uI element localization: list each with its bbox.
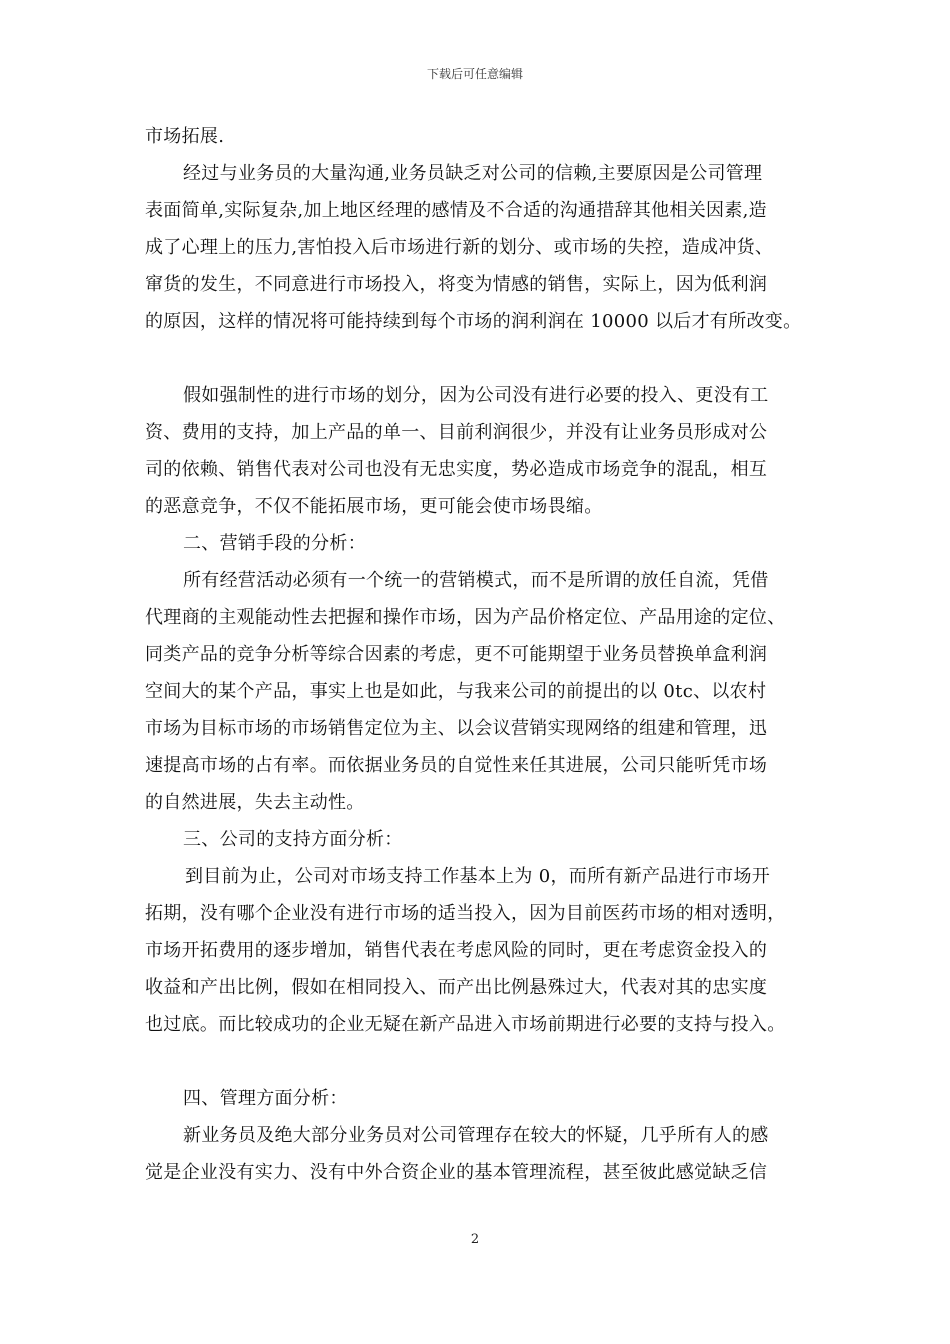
- paragraph-line: 代理商的主观能动性去把握和操作市场，因为产品价格定位、产品用途的定位、: [145, 607, 786, 628]
- paragraph-line: 市场开拓费用的逐步增加，销售代表在考虑风险的同时，更在考虑资金投入的: [145, 940, 768, 961]
- paragraph-line: 觉是企业没有实力、没有中外合资企业的基本管理流程，甚至彼此感觉缺乏信: [145, 1162, 768, 1183]
- paragraph-line: 到目前为止，公司对市场支持工作基本上为 0，而所有新产品进行市场开: [185, 866, 771, 887]
- paragraph-line: 成了心理上的压力,害怕投入后市场进行新的划分、或市场的失控，造成冲货、: [145, 237, 774, 258]
- paragraph-line: 窜货的发生，不同意进行市场投入，将变为情感的销售，实际上，因为低利润: [145, 274, 768, 295]
- page-header: 下载后可任意编辑: [426, 67, 523, 81]
- blank-line: [145, 340, 817, 377]
- paragraph-line: 空间大的某个产品，事实上也是如此，与我来公司的前提出的以 0tc、以农村: [145, 681, 767, 702]
- document-body: [145, 118, 817, 1191]
- paragraph-line: 司的依赖、销售代表对公司也没有无忠实度，势必造成市场竞争的混乱，相互: [145, 459, 768, 480]
- paragraph-line: 新业务员及绝大部分业务员对公司管理存在较大的怀疑，几乎所有人的感: [183, 1125, 769, 1146]
- section-heading: 四、管理方面分析：: [183, 1088, 348, 1109]
- page-number: 2: [470, 1232, 480, 1247]
- paragraph-line: 收益和产出比例，假如在相同投入、而产出比例悬殊过大，代表对其的忠实度: [145, 977, 768, 998]
- paragraph-line: 的恶意竞争，不仅不能拓展市场，更可能会使市场畏缩。: [145, 496, 603, 517]
- section-heading: 三、公司的支持方面分析：: [183, 829, 403, 850]
- paragraph-line: 经过与业务员的大量沟通,业务员缺乏对公司的信赖,主要原因是公司管理: [183, 163, 763, 184]
- paragraph-line: 表面简单,实际复杂,加上地区经理的感情及不合适的沟通措辞其他相关因素,造: [145, 200, 767, 221]
- paragraph-line: 的自然进展，失去主动性。: [145, 792, 365, 813]
- paragraph-line: 也过底。而比较成功的企业无疑在新产品进入市场前期进行必要的支持与投入。: [145, 1014, 786, 1035]
- paragraph-line: 市场拓展.: [145, 126, 225, 147]
- paragraph-line: 资、费用的支持，加上产品的单一、目前利润很少，并没有让业务员形成对公: [145, 422, 768, 443]
- paragraph-line: 同类产品的竞争分析等综合因素的考虑，更不可能期望于业务员替换单盒利润: [145, 644, 768, 665]
- paragraph-line: 所有经营活动必须有一个统一的营销模式，而不是所谓的放任自流，凭借: [183, 570, 769, 591]
- paragraph-line: 拓期，没有哪个企业没有进行市场的适当投入，因为目前医药市场的相对透明，: [145, 903, 786, 924]
- section-heading: 二、营销手段的分析：: [183, 533, 366, 554]
- paragraph-line: 假如强制性的进行市场的划分，因为公司没有进行必要的投入、更没有工: [183, 385, 769, 406]
- paragraph-line: 的原因，这样的情况将可能持续到每个市场的润利润在 10000 以后才有所改变。: [145, 311, 802, 332]
- paragraph-line: 速提高市场的占有率。而依据业务员的自觉性来任其进展，公司只能听凭市场: [145, 755, 768, 776]
- blank-line: [145, 1043, 817, 1080]
- paragraph-line: 市场为目标市场的市场销售定位为主、以会议营销实现网络的组建和管理，迅: [145, 718, 768, 739]
